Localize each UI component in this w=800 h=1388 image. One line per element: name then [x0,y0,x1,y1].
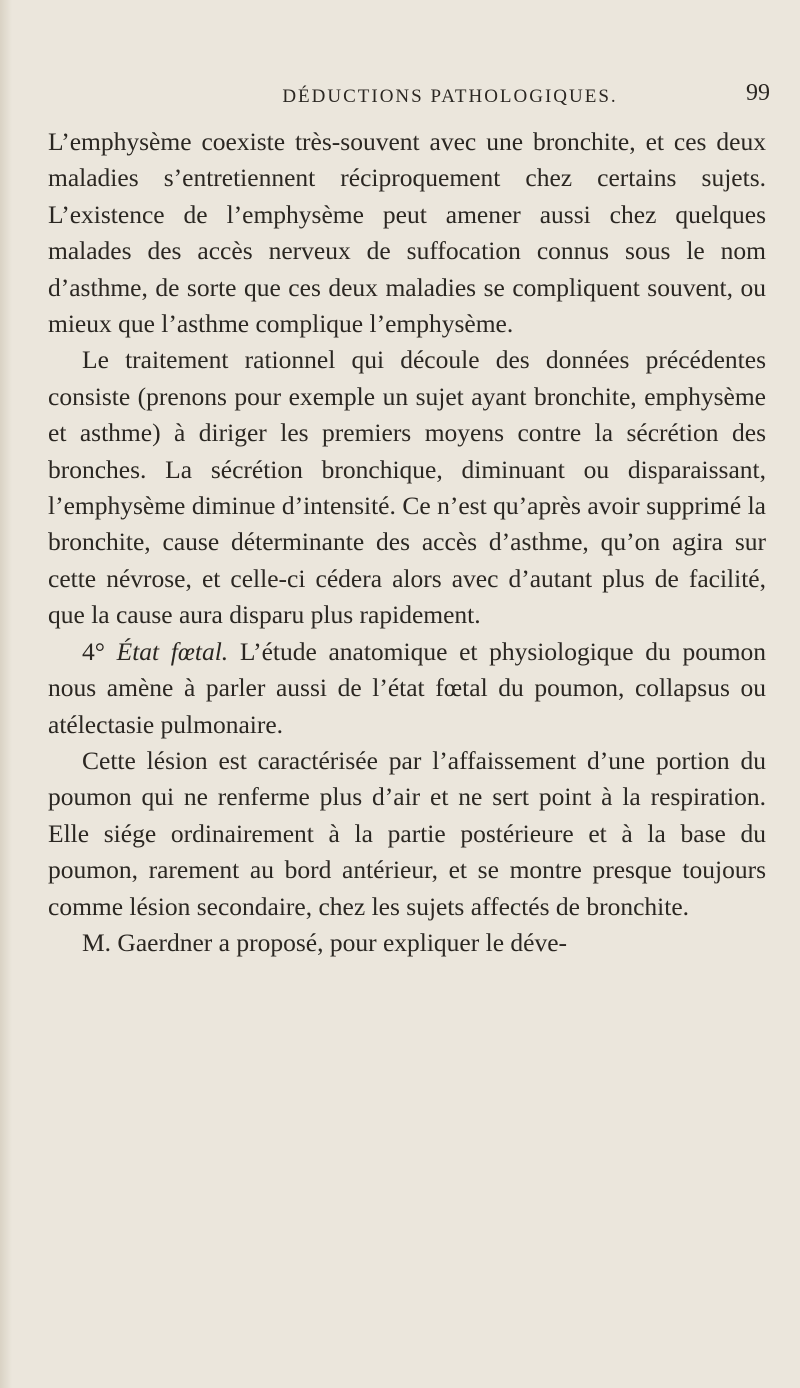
paragraph-fetal-state [48,634,766,743]
running-head [130,80,770,114]
paragraph-treatment: Le traitement rationnel qui découle des données précédentes consiste (prenons pour exemple un sujet ayant bronchite, emphysème et asthme) à diriger les premiers moyens contre la sécrétion des bronches. La sécrétion bronchique, diminuant ou disparaissant, l’emphysème diminue d’intensité. Ce n’est qu’après avoir supprimé la bronchite, cause déterminante des accès d’asthme, qu’on agira sur cette névrose, et celle-ci cédera alors avec d’autant plus de facilité, que la cause aura disparu plus rapidement. [48,345,766,630]
page-edge [0,0,12,1388]
body-text [48,124,766,961]
running-title: DÉDUCTIONS PATHOLOGIQUES. [282,86,618,107]
section-number: 4° [82,636,105,666]
page-number: 99 [746,80,770,106]
paragraph-gaerdner: M. Gaerdner a proposé, pour expliquer le déve- [82,927,568,957]
section-heading: État fœtal. [116,636,229,666]
section-text: L’étude anatomique et physiologique du poumon nous amène à parler aussi de l’état fœtal du poumon, collapsus ou atélectasie pulmonaire. [48,636,767,739]
paragraph-lesion: Cette lésion est caractérisée par l’affaissement d’une portion du poumon qui ne renferme plus d’air et ne sert point à la respiration. Elle siége ordinairement à la partie postérieure et à la base du poumon, rarement au bord antérieur, et se montre presque toujours comme lésion secondaire, chez les sujets affectés de bronchite. [48,745,766,921]
paragraph-emphysema-bronchitis: L’emphysème coexiste très-souvent avec une bronchite, et ces deux maladies s’entretiennent réciproquement chez certains sujets. L’existence de l’emphysème peut amener aussi chez quelques malades des accès nerveux de suffocation connus sous le nom d’asthme, de sorte que ces deux maladies se compliquent souvent, ou mieux que l’asthme complique l’emphysème. [48,127,766,339]
